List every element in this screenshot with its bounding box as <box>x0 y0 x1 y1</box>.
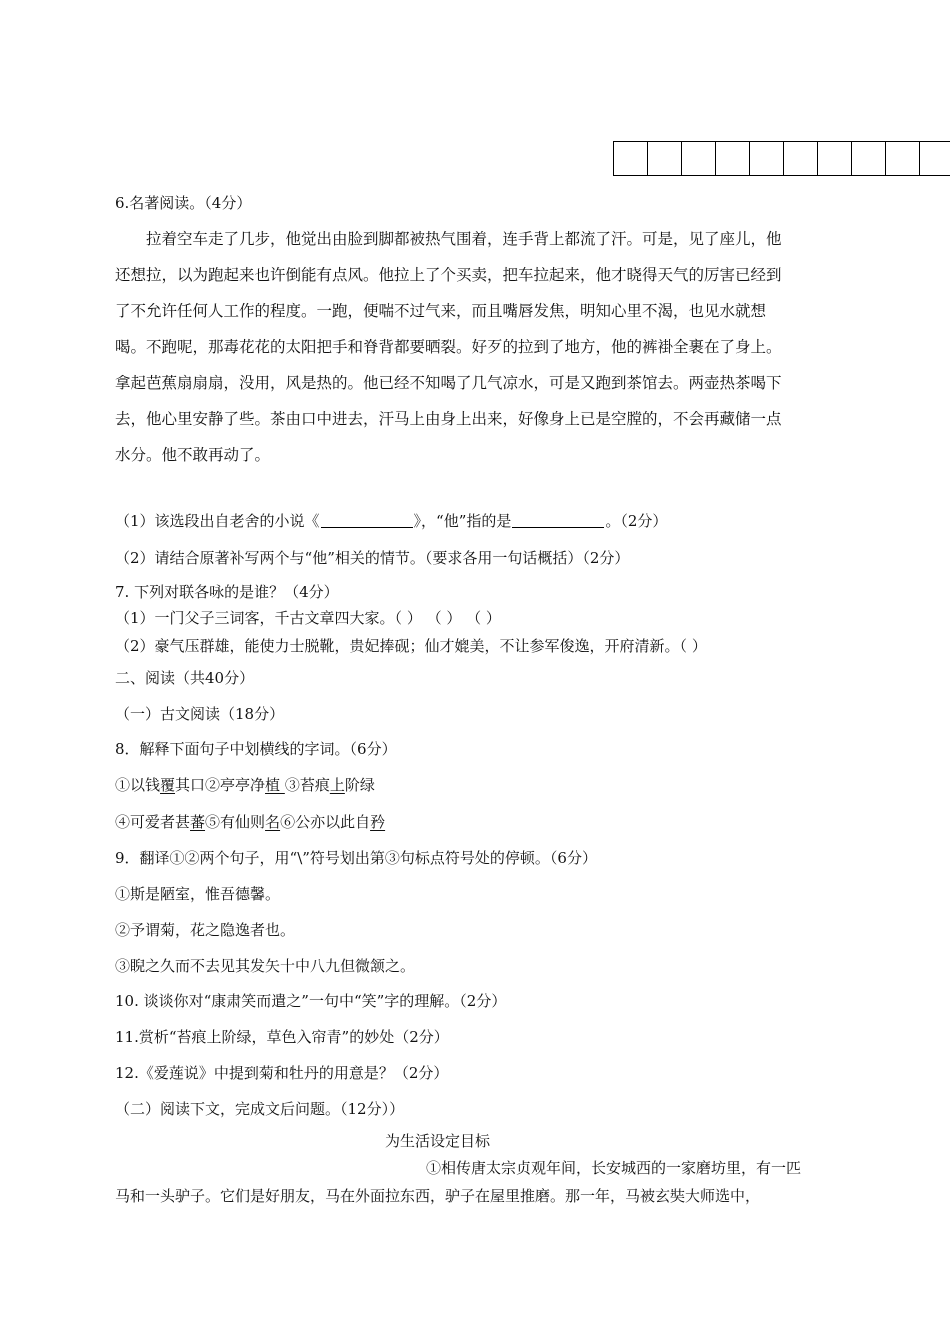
underlined-word: 覆 <box>160 776 176 794</box>
q6-sub2: （2）请结合原著补写两个与“他”相关的情节。（要求各用一句话概括）（2分） <box>115 549 630 567</box>
q9-sentence2: ②予谓菊，花之隐逸者也。 <box>115 921 296 939</box>
grid-cell[interactable] <box>852 141 886 176</box>
grid-cell[interactable] <box>784 141 818 176</box>
grid-cell[interactable] <box>614 141 648 176</box>
novel-title-blank[interactable] <box>321 511 413 528</box>
q6-sub1-text-c: 。（2分） <box>605 512 668 530</box>
article-line: 马和一头驴子。它们是好朋友，马在外面拉东西，驴子在屋里推磨。那一年，马被玄奘大师选中， <box>115 1187 761 1205</box>
grid-cell[interactable] <box>648 141 682 176</box>
answer-grid <box>613 141 950 176</box>
passage-line: 还想拉，以为跑起来也许倒能有点风。他拉上了个买卖，把车拉起来，他才晓得天气的厉害已经到 <box>115 266 782 284</box>
q6-sub1-text-a: （1）该选段出自老舍的小说《 <box>115 512 320 530</box>
article-line: ①相传唐太宗贞观年间，长安城西的一家磨坊里，有一匹 <box>426 1159 802 1177</box>
q8-text: ④可爱者甚 <box>115 813 191 831</box>
q8-text: ⑥公亦以此自 <box>280 813 371 831</box>
q11: 11.赏析“苔痕上阶绿，草色入帘青”的妙处（2分） <box>115 1028 449 1046</box>
q8-heading: 8．解释下面句子中划横线的字词。（6分） <box>115 740 397 758</box>
section-reading: 二、阅读（共40分） <box>115 669 255 687</box>
section-classical-reading: （一）古文阅读（18分） <box>115 705 285 723</box>
q8-line1 <box>115 775 375 795</box>
passage-line: 水分。他不敢再动了。 <box>115 446 271 464</box>
q7-sub1: （1）一门父子三词客，千古文章四大家。（ ） （ ） （ ） <box>115 609 501 627</box>
passage-line: 拉着空车走了几步，他觉出由脸到脚都被热气围着，连手背上都流了汗。可是，见了座儿，他 <box>146 230 782 248</box>
underlined-word: 矜 <box>370 813 386 831</box>
q6-heading: 6.名著阅读。（4分） <box>115 194 252 212</box>
q6-sub1-text-b: 》，“他”指的是 <box>413 512 512 530</box>
underlined-word: 名 <box>265 813 281 831</box>
underlined-word: 上 <box>329 776 345 794</box>
q8-text: ③苔痕 <box>284 776 330 794</box>
grid-cell[interactable] <box>750 141 784 176</box>
q8-text: ①以钱 <box>115 776 161 794</box>
q8-text: 其口②亭亭净 <box>175 776 266 794</box>
q6-passage <box>115 221 845 473</box>
grid-cell[interactable] <box>818 141 852 176</box>
article-title: 为生活设定目标 <box>385 1132 491 1150</box>
grid-cell[interactable] <box>716 141 750 176</box>
underlined-word: 植 <box>265 776 285 794</box>
q6-sub1 <box>115 511 667 531</box>
passage-line: 去，他心里安静了些。茶由口中进去，汗马上由身上出来，好像身上已是空膛的，不会再藏储一点 <box>115 410 782 428</box>
grid-cell[interactable] <box>682 141 716 176</box>
passage-line: 喝。不跑呢，那毒花花的太阳把手和脊背都要晒裂。好歹的拉到了地方，他的裤褂全裹在了身上。 <box>115 338 782 356</box>
q10: 10. 谈谈你对“康肃笑而遣之”一句中“笑”字的理解。（2分） <box>115 992 507 1010</box>
grid-cell[interactable] <box>920 141 950 176</box>
q8-text: 阶绿 <box>344 776 375 794</box>
q9-sentence3: ③睨之久而不去见其发矢十中八九但微颔之。 <box>115 957 416 975</box>
section-modern-reading: （二）阅读下文，完成文后问题。（12分）） <box>115 1100 405 1118</box>
grid-cell[interactable] <box>886 141 920 176</box>
underlined-word: 蕃 <box>190 813 206 831</box>
passage-line: 了不允许任何人工作的程度。一跑，便喘不过气来，而且嘴唇发焦，明知心里不渴，也见水就想 <box>115 302 767 320</box>
q9-heading: 9．翻译①②两个句子，用“\”符号划出第③句标点符号处的停顿。（6分） <box>115 849 597 867</box>
passage-line: 拿起芭蕉扇扇扇，没用，风是热的。他已经不知喝了几气凉水，可是又跑到茶馆去。两壶热茶喝下 <box>115 374 782 392</box>
q9-sentence1: ①斯是陋室，惟吾德馨。 <box>115 885 281 903</box>
q12: 12.《爱莲说》中提到菊和牡丹的用意是？（2分） <box>115 1064 449 1082</box>
q8-line2 <box>115 812 385 832</box>
character-blank[interactable] <box>512 511 604 528</box>
q8-text: ⑤有仙则 <box>205 813 266 831</box>
q7-heading: 7. 下列对联各咏的是谁？（4分） <box>115 583 339 601</box>
q7-sub2: （2）豪气压群雄，能使力士脱靴，贵妃捧砚；仙才媲美，不让参军俊逸，开府清新。（ ） <box>115 637 707 655</box>
